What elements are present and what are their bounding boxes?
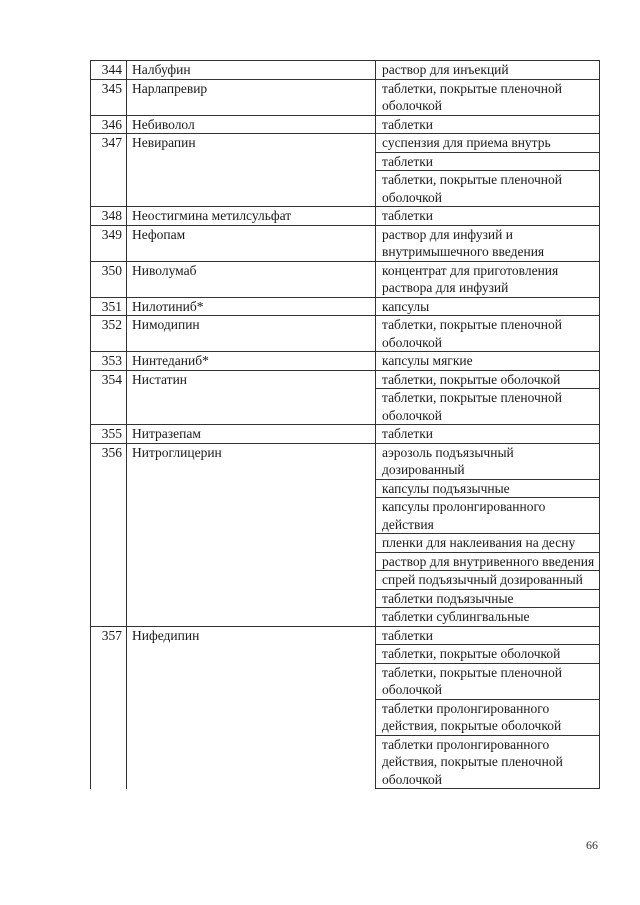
dosage-form: капсулы подъязычные [375, 480, 600, 499]
dosage-forms [375, 352, 600, 371]
row-number: 355 [90, 425, 127, 444]
dosage-forms [375, 316, 600, 352]
dosage-forms [375, 116, 600, 135]
dosage-form: таблетки, покрытые пленочной оболочкой [375, 80, 600, 116]
table-row [90, 627, 600, 790]
row-number: 347 [90, 134, 127, 207]
drug-name: Неостигмина метилсульфат [127, 207, 375, 226]
drug-name: Нефопам [127, 226, 375, 262]
dosage-form: таблетки [375, 153, 600, 172]
dosage-form: раствор для внутривенного введения [375, 553, 600, 572]
dosage-form: таблетки, покрытые оболочкой [375, 645, 600, 664]
dosage-forms [375, 262, 600, 298]
dosage-form: таблетки пролонгированного действия, покрытые пленочной оболочкой [375, 736, 600, 790]
dosage-forms [375, 371, 600, 426]
dosage-form: таблетки [375, 425, 600, 444]
drug-table [90, 60, 600, 789]
dosage-form: пленки для наклеивания на десну [375, 534, 600, 553]
table-row [90, 425, 600, 444]
row-number: 344 [90, 60, 127, 80]
table-row [90, 116, 600, 135]
dosage-forms [375, 207, 600, 226]
drug-name: Нитроглицерин [127, 444, 375, 627]
table-row [90, 262, 600, 298]
dosage-forms [375, 134, 600, 207]
table-row [90, 60, 600, 80]
table-row [90, 80, 600, 116]
row-number: 346 [90, 116, 127, 135]
drug-name: Ниволумаб [127, 262, 375, 298]
dosage-form: капсулы мягкие [375, 352, 600, 371]
drug-name: Налбуфин [127, 60, 375, 80]
dosage-forms [375, 425, 600, 444]
row-number: 350 [90, 262, 127, 298]
drug-name: Нитразепам [127, 425, 375, 444]
dosage-forms [375, 60, 600, 80]
table-row [90, 134, 600, 207]
dosage-form: аэрозоль подъязычный дозированный [375, 444, 600, 480]
table-row [90, 352, 600, 371]
dosage-form: таблетки [375, 207, 600, 226]
row-number: 352 [90, 316, 127, 352]
drug-name: Нимодипин [127, 316, 375, 352]
row-number: 349 [90, 226, 127, 262]
row-number: 356 [90, 444, 127, 627]
drug-name: Нарлапревир [127, 80, 375, 116]
table-row [90, 371, 600, 426]
drug-name: Небиволол [127, 116, 375, 135]
table-row [90, 444, 600, 627]
page-number: 66 [586, 838, 598, 852]
dosage-form: спрей подъязычный дозированный [375, 571, 600, 590]
dosage-forms [375, 627, 600, 790]
dosage-form: концентрат для приготовления раствора для инфузий [375, 262, 600, 298]
dosage-form: таблетки сублингвальные [375, 608, 600, 627]
row-number: 345 [90, 80, 127, 116]
dosage-forms [375, 80, 600, 116]
row-number: 353 [90, 352, 127, 371]
row-number: 351 [90, 298, 127, 317]
dosage-forms [375, 226, 600, 262]
dosage-form: суспензия для приема внутрь [375, 134, 600, 153]
dosage-form: таблетки, покрытые пленочной оболочкой [375, 389, 600, 425]
dosage-form: капсулы [375, 298, 600, 317]
dosage-form: таблетки [375, 627, 600, 646]
row-number: 354 [90, 371, 127, 426]
dosage-form: раствор для инъекций [375, 60, 600, 80]
row-number: 348 [90, 207, 127, 226]
drug-name: Нистатин [127, 371, 375, 426]
table-row [90, 207, 600, 226]
dosage-forms [375, 298, 600, 317]
dosage-form: таблетки [375, 116, 600, 135]
drug-name: Нинтеданиб* [127, 352, 375, 371]
dosage-form: таблетки, покрытые оболочкой [375, 371, 600, 390]
drug-name: Невирапин [127, 134, 375, 207]
dosage-form: раствор для инфузий и внутримышечного введения [375, 226, 600, 262]
dosage-form: капсулы пролонгированного действия [375, 498, 600, 534]
table-row [90, 298, 600, 317]
dosage-forms [375, 444, 600, 627]
dosage-form: таблетки подъязычные [375, 590, 600, 609]
dosage-form: таблетки, покрытые пленочной оболочкой [375, 171, 600, 207]
row-number: 357 [90, 627, 127, 790]
dosage-form: таблетки пролонгированного действия, покрытые оболочкой [375, 700, 600, 736]
table-row [90, 226, 600, 262]
dosage-form: таблетки, покрытые пленочной оболочкой [375, 664, 600, 700]
drug-name: Нифедипин [132, 627, 200, 643]
table-row [90, 316, 600, 352]
drug-name: Нилотиниб* [127, 298, 375, 317]
dosage-form: таблетки, покрытые пленочной оболочкой [375, 316, 600, 352]
